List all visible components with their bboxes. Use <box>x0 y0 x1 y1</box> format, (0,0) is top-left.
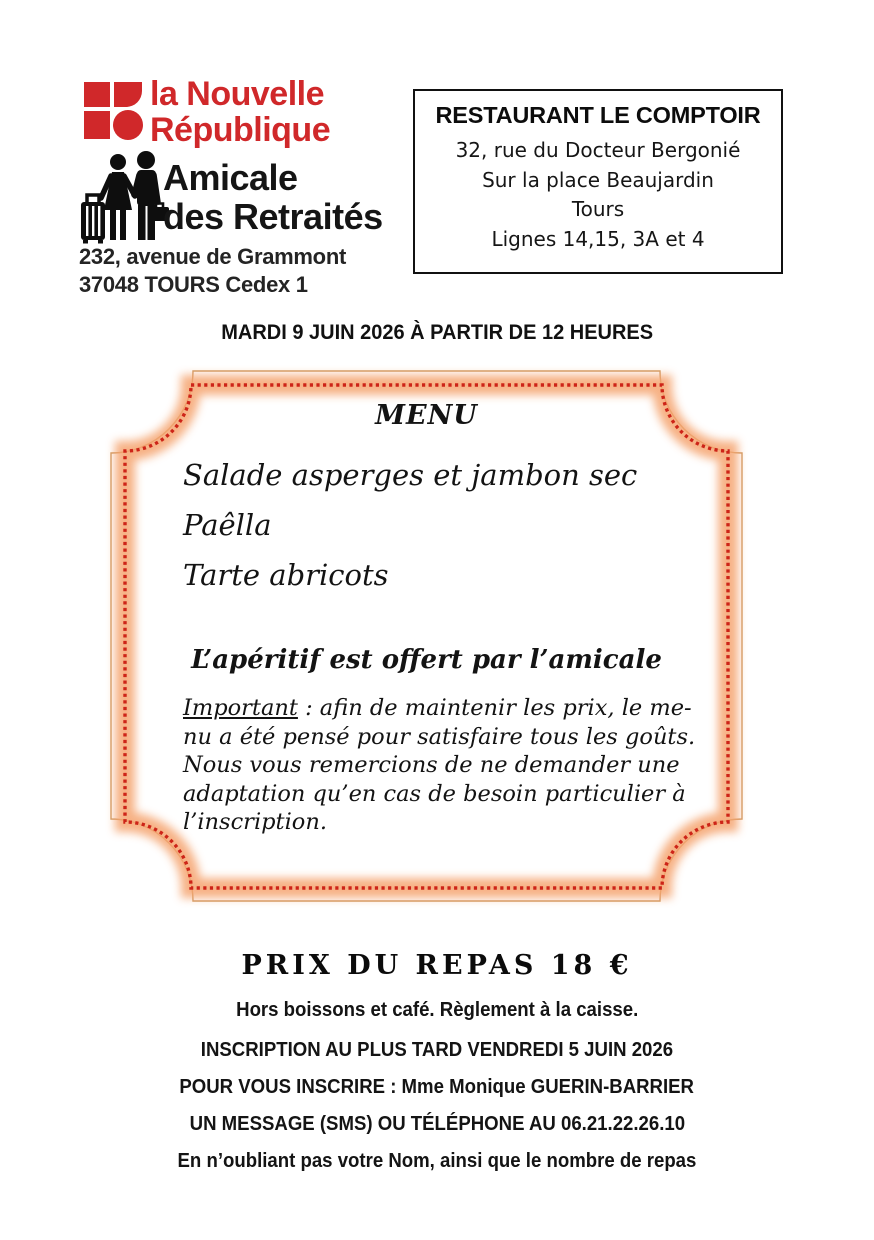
menu-item-dessert: Tarte abricots <box>183 558 389 592</box>
logo-block-circle-icon <box>113 110 143 140</box>
menu-heading: MENU <box>375 400 478 431</box>
registration-contact-line: POUR VOUS INSCRIRE : Mme Monique GUERIN-BARRIER <box>179 1076 695 1098</box>
logo-block-square-icon <box>84 111 110 139</box>
price-line: PRIX DU REPAS 18 € <box>241 950 633 981</box>
restaurant-name: RESTAURANT LE COMPTOIR <box>435 102 761 128</box>
payment-note-line: Hors boissons et café. Règlement à la caisse. <box>235 999 639 1021</box>
important-note-line: nu a été pensé pour satisfaire tous les goûts. <box>183 723 696 750</box>
nouvelle-republique-logo-icon <box>84 82 144 142</box>
important-note-line: adaptation qu’en cas de besoin particulier à <box>183 780 686 807</box>
restaurant-info-box <box>413 89 783 274</box>
menu-item-starter: Salade asperges et jambon sec <box>183 458 638 492</box>
brand-name <box>150 76 450 148</box>
association-address <box>79 243 399 299</box>
restaurant-address <box>415 136 781 254</box>
important-note <box>183 694 696 837</box>
aperitif-note: L’apéritif est offert par l’amicale <box>191 645 662 675</box>
brand-line2: République <box>150 111 331 149</box>
menu-frame-border <box>85 345 765 925</box>
important-note-line: l’inscription. <box>183 809 327 835</box>
org-line2: des Retraités <box>163 196 383 237</box>
restaurant-address-line: Lignes 14,15, 3A et 4 <box>491 226 705 251</box>
address-line2: 37048 TOURS Cedex 1 <box>79 272 308 297</box>
address-line1: 232, avenue de Grammont <box>79 244 346 269</box>
important-note-line: Important : afin de maintenir les prix, le me- <box>183 695 692 721</box>
restaurant-address-line: Sur la place Beaujardin <box>482 167 714 192</box>
event-date-line: MARDI 9 JUIN 2026 À PARTIR DE 12 HEURES <box>221 320 653 344</box>
restaurant-address-line: 32, rue du Docteur Bergonié <box>455 138 741 162</box>
logo-block-square-icon <box>84 82 110 107</box>
restaurant-address-line: Tours <box>571 197 625 221</box>
reminder-line: En n’oubliant pas votre Nom, ainsi que le nombre de repas <box>177 1150 697 1172</box>
phone-line: UN MESSAGE (SMS) OU TÉLÉPHONE AU 06.21.22.26.10 <box>189 1113 685 1135</box>
important-note-line: Nous vous remercions de ne demander une <box>183 752 680 778</box>
brand-line1: la Nouvelle <box>150 75 325 113</box>
important-label: Important <box>183 695 298 721</box>
registration-deadline-line: INSCRIPTION AU PLUS TARD VENDREDI 5 JUIN 2026 <box>200 1039 674 1061</box>
menu-item-main: Paêlla <box>183 508 272 542</box>
logo-block-rounded-icon <box>114 82 142 107</box>
org-line1: Amicale <box>163 157 298 198</box>
retired-couple-icon <box>78 150 170 250</box>
